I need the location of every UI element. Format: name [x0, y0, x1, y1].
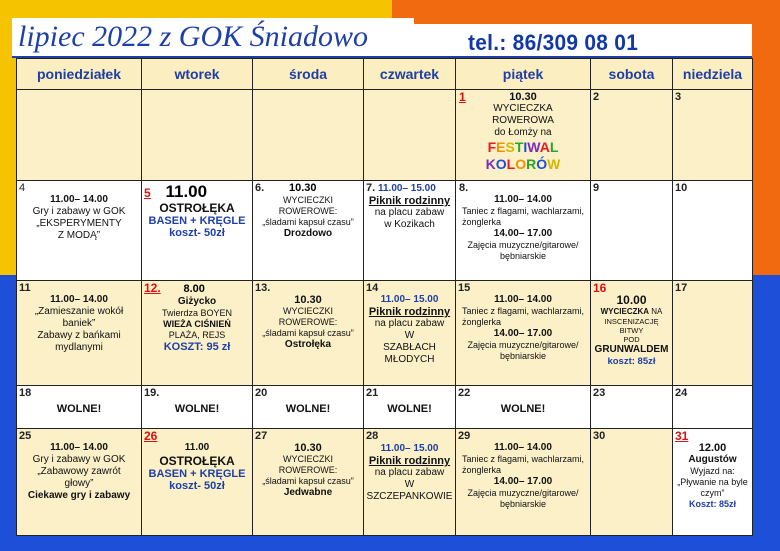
event-line: SZCZEPANKOWIE	[366, 491, 453, 502]
colors-word: KOLORÓW	[485, 156, 561, 172]
day-off-label: WOLNE!	[56, 403, 102, 415]
day-cell-25	[17, 429, 142, 536]
day-number: 3	[675, 91, 682, 103]
day-number: 13.	[255, 282, 271, 294]
event-time: 11.00	[184, 442, 210, 453]
event-time: 11.00– 14.00	[50, 442, 108, 453]
event-line: na placu zabaw	[374, 207, 445, 218]
event-line: Gry i zabawy w GOK	[32, 206, 126, 217]
event-time: 11.00	[165, 182, 208, 201]
event-line: WYCIECZKI	[282, 454, 333, 464]
day-cell-14	[364, 281, 456, 386]
weekday-sat: sobota	[591, 59, 673, 90]
day-cell-18	[17, 386, 142, 429]
day-cell-21	[364, 386, 456, 429]
day-number: 22	[458, 387, 471, 399]
event-price: koszt: 85zł	[607, 356, 656, 367]
weekday-sun: niedziela	[673, 59, 753, 90]
event-place: OSTROŁĘKA	[159, 201, 235, 215]
event-line: Taniec z flagami, wachlarzami,	[461, 306, 585, 316]
day-cell-17	[673, 281, 753, 386]
day-cell-empty	[17, 90, 142, 181]
weekday-mon: poniedziałek	[17, 59, 142, 90]
event-line: baniek”	[62, 318, 96, 329]
event-line: MŁODYCH	[384, 354, 435, 365]
day-number: 25	[19, 430, 32, 442]
week-row-5	[17, 429, 753, 536]
day-number: 6.	[255, 182, 265, 194]
weekday-header-row	[17, 59, 753, 90]
event-line: Twierdza BOYEN	[161, 308, 233, 318]
event-line: „śladami kapsuł czasu”	[262, 476, 354, 486]
phone-number: tel.: 86/309 08 01	[468, 30, 639, 55]
event-time: 11.00– 14.00	[50, 294, 108, 305]
event-line: „Zabawowy zawrót	[37, 466, 121, 477]
day-cell-12	[142, 281, 253, 386]
event-line: „Zamieszanie wokół	[34, 306, 124, 317]
day-number: 19.	[144, 387, 160, 399]
frame-blue-right	[752, 275, 780, 551]
day-cell-23	[591, 386, 673, 429]
event-line: SZABŁACH	[383, 342, 436, 353]
event-line: w Kozikach	[384, 219, 435, 230]
event-line: Giżycko	[177, 296, 217, 307]
event-line: czym”	[700, 488, 725, 498]
event-time-2: 14.00– 17.00	[493, 328, 553, 339]
day-cell-4	[17, 181, 142, 281]
event-line: do Łomży na	[494, 127, 552, 138]
event-line: BASEN + KRĘGLE	[148, 468, 246, 480]
event-line: Taniec z flagami, wachlarzami,	[461, 206, 585, 216]
event-line: W	[404, 330, 415, 341]
event-price: Koszt: 85zł	[688, 499, 736, 509]
event-line: WYCIECZKA	[493, 103, 553, 114]
day-cell-7	[364, 181, 456, 281]
event-place: Drozdowo	[283, 228, 333, 239]
event-line: ROWEROWA	[492, 115, 554, 126]
day-number: 8.	[459, 182, 469, 194]
event-time: 11.00– 15.00	[380, 443, 439, 454]
event-line: żonglerka	[462, 465, 502, 475]
day-number: 30	[593, 430, 606, 442]
event-time: 12.00	[698, 442, 727, 454]
weekday-wed: środa	[253, 59, 364, 90]
day-number: 5	[144, 186, 151, 200]
day-cell-26	[142, 429, 253, 536]
day-number: 26	[144, 429, 158, 443]
event-line: Piknik rodzinny	[368, 195, 451, 207]
event-line: mydlanymi	[55, 342, 103, 353]
day-cell-11	[17, 281, 142, 386]
event-line: Wyjazd na:	[690, 466, 735, 476]
day-off-label: WOLNE!	[174, 403, 220, 415]
day-cell-29	[456, 429, 591, 536]
day-cell-2	[591, 90, 673, 181]
event-line: „EKSPERYMENTY	[36, 218, 122, 229]
event-line: Zajęcia muzyczne/gitarowe/	[467, 340, 579, 350]
event-line: bębniarskie	[499, 499, 547, 509]
day-cell-19	[142, 386, 253, 429]
event-line: POD	[623, 335, 640, 344]
event-time-2: 14.00– 17.00	[493, 476, 553, 487]
event-line: PLAŻA, REJS	[168, 330, 226, 340]
event-place: Augustów	[688, 454, 737, 465]
day-number: 11	[19, 282, 31, 294]
day-cell-16	[591, 281, 673, 386]
event-line: WYCIECZKI	[282, 306, 333, 316]
event-price: koszt- 50zł	[169, 480, 225, 492]
event-line: ROWEROWE:	[278, 206, 338, 216]
week-row-4	[17, 386, 753, 429]
day-number: 15	[458, 282, 471, 294]
day-number: 1	[459, 90, 466, 104]
event-time: 11.00– 15.00	[380, 294, 439, 305]
page-title: lipiec 2022 z GOK Śniadowo	[18, 20, 368, 53]
day-number: 4	[19, 182, 26, 194]
day-off-label: WOLNE!	[387, 403, 432, 415]
event-line: Taniec z flagami, wachlarzami,	[461, 454, 585, 464]
day-number: 16	[593, 281, 607, 295]
event-place: Jedwabne	[283, 487, 333, 498]
week-row-2	[17, 181, 753, 281]
event-price: KOSZT: 95 zł	[163, 341, 231, 353]
day-number: 18	[19, 387, 32, 399]
event-line: bębniarskie	[499, 251, 547, 261]
day-cell-22	[456, 386, 591, 429]
day-cell-8	[456, 181, 591, 281]
day-cell-empty	[142, 90, 253, 181]
day-number: 20	[255, 387, 268, 399]
day-number: 7.	[366, 182, 376, 194]
event-line: WYCIECZKA NA	[600, 307, 663, 316]
event-line: ROWEROWE:	[278, 465, 338, 475]
day-number: 28	[366, 430, 379, 442]
event-line: głowy”	[64, 478, 94, 489]
week-row-1	[17, 90, 753, 181]
event-line: Piknik rodzinny	[368, 455, 451, 467]
event-time: 11.00– 14.00	[494, 442, 552, 453]
event-line: Ciekawe gry i zabawy	[27, 490, 131, 501]
event-time: 10.30	[294, 442, 322, 454]
event-line: INSCENIZACJĘ BITWY	[604, 317, 659, 335]
day-number: 31	[675, 429, 689, 443]
event-line: WIEŻA CIŚNIEŃ	[163, 319, 231, 329]
event-line: Z MODĄ”	[57, 230, 101, 241]
day-number: 23	[593, 387, 606, 399]
day-cell-9	[591, 181, 673, 281]
event-line: WYCIECZKI	[282, 195, 333, 205]
event-line: na placu zabaw	[374, 467, 445, 478]
day-cell-20	[253, 386, 364, 429]
day-cell-27	[253, 429, 364, 536]
event-place: OSTROŁĘKA	[159, 454, 235, 468]
event-time: 11.00– 15.00	[377, 183, 436, 194]
day-cell-10	[673, 181, 753, 281]
event-time: 10.30	[509, 91, 537, 103]
event-line: Zajęcia muzyczne/gitarowe/	[467, 488, 579, 498]
day-number: 9	[593, 182, 600, 194]
day-off-label: WOLNE!	[500, 403, 546, 415]
event-time: 10.00	[616, 293, 647, 307]
event-line: Zabawy z bańkami	[37, 330, 121, 341]
frame-orange-top	[392, 0, 780, 24]
event-line: na placu zabaw	[374, 318, 445, 329]
event-line: bębniarskie	[499, 351, 547, 361]
day-number: 14	[366, 282, 379, 294]
weekday-thu: czwartek	[364, 59, 456, 90]
festival-word: FESTIWAL	[487, 139, 559, 155]
event-line: „Pływanie na byle	[677, 477, 748, 487]
day-cell-1	[456, 90, 591, 181]
week-row-3	[17, 281, 753, 386]
event-line: „śladami kapsuł czasu”	[262, 217, 354, 227]
day-cell-5	[142, 181, 253, 281]
day-off-label: WOLNE!	[285, 403, 331, 415]
day-number: 10	[675, 182, 688, 194]
weekday-tue: wtorek	[142, 59, 253, 90]
event-time: 11.00– 14.00	[50, 194, 108, 205]
day-number: 24	[675, 387, 688, 399]
day-number: 21	[366, 387, 379, 399]
event-line: W	[404, 479, 415, 490]
event-line: ROWEROWE:	[278, 317, 338, 327]
day-cell-28	[364, 429, 456, 536]
day-cell-3	[673, 90, 753, 181]
day-cell-15	[456, 281, 591, 386]
event-time: 11.00– 14.00	[494, 294, 552, 305]
day-cell-31	[673, 429, 753, 536]
day-number: 12.	[144, 281, 161, 295]
day-cell-6	[253, 181, 364, 281]
event-line: Gry i zabawy w GOK	[32, 454, 126, 465]
event-line: „śladami kapsuł czasu”	[262, 328, 354, 338]
event-time-2: 14.00– 17.00	[493, 228, 553, 239]
event-line: Zajęcia muzyczne/gitarowe/	[467, 240, 579, 250]
event-time: 11.00– 14.00	[494, 194, 552, 205]
event-price: koszt- 50zł	[169, 227, 225, 239]
day-cell-empty	[364, 90, 456, 181]
weekday-fri: piątek	[456, 59, 591, 90]
event-time: 10.30	[288, 182, 317, 194]
event-time: 8.00	[183, 283, 205, 295]
calendar-table	[16, 58, 753, 536]
event-time: 10.30	[294, 294, 322, 306]
day-number: 2	[593, 91, 600, 103]
day-number: 27	[255, 430, 268, 442]
day-number: 17	[675, 282, 688, 294]
event-line: Piknik rodzinny	[368, 306, 451, 318]
day-cell-24	[673, 386, 753, 429]
event-line: BASEN + KRĘGLE	[148, 215, 246, 227]
day-cell-30	[591, 429, 673, 536]
event-place: Ostrołęka	[284, 339, 332, 350]
event-line: żonglerka	[462, 317, 502, 327]
day-cell-13	[253, 281, 364, 386]
event-line: żonglerka	[462, 217, 502, 227]
event-line: GRUNWALDEM	[594, 344, 669, 355]
day-cell-empty	[253, 90, 364, 181]
day-number: 29	[458, 430, 471, 442]
